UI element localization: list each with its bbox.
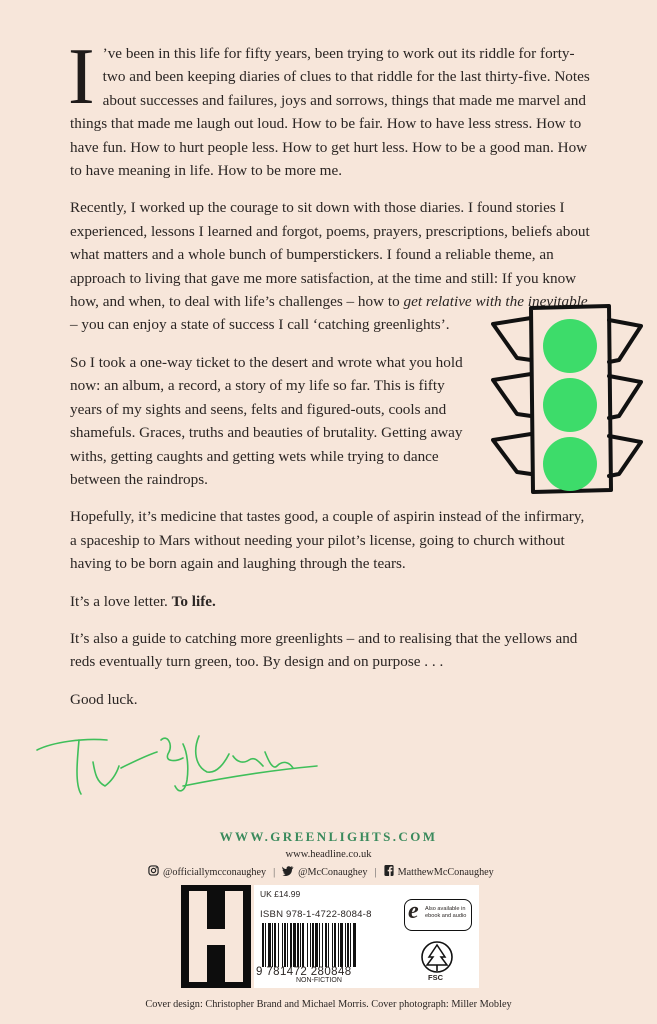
- barcode-bar: [334, 923, 336, 967]
- fsc-label: FSC: [428, 973, 443, 982]
- paragraph-4: Hopefully, it’s medicine that tastes good, a couple of aspirin instead of the infirmary, a spaceship to Mars without needing your pilot’s license, going to church without having to be born again and laughing through the tears.: [70, 508, 585, 573]
- divider: |: [374, 866, 377, 878]
- green-light-middle: [543, 378, 597, 432]
- ebook-badge-text: Also available in ebook and audio: [425, 906, 467, 919]
- barcode-panel: [254, 885, 479, 988]
- facebook-icon: [384, 865, 394, 879]
- barcode-bar: [287, 923, 288, 967]
- barcode-bar: [332, 923, 333, 967]
- paragraph-1: I ’ve been in this life for fifty years, been trying to work out its riddle for forty-two and been keeping diaries of clues to that riddle for the last thirty-five. Notes about successes and failures, joys and sorrows, things that made me marvel and things that made me laugh out loud. How to be fair. How to have less stress. How to have fun. How to hurt people less. How to get hurt less. How to be a good man. How to have meaning in life. How to be more me.: [68, 33, 590, 180]
- barcode-bar: [302, 923, 304, 967]
- barcode-bar: [315, 923, 318, 967]
- barcode-bar: [310, 923, 311, 967]
- barcode-bar: [347, 923, 349, 967]
- barcode-bar: [293, 923, 296, 967]
- facebook-handle[interactable]: MatthewMcConaughey: [397, 866, 494, 878]
- barcode-bar: [278, 923, 279, 967]
- paragraph-7: Good luck.: [70, 690, 138, 708]
- paragraph-2: Recently, I worked up the courage to sit down with those diaries. I found stories I experienced, lessons I learned and forgot, poems, prayers, prescriptions, beliefs about what matters and a whole bunch of bumperstickers. I found a reliable theme, an approach to living that gave me more satisfaction, at the time and still: If you know how, and when, to deal with life’s challenges – how to get relative with the inevitable – you can enjoy a state of success I call ‘catching greenlights’.: [70, 199, 590, 334]
- barcode-bar: [282, 923, 283, 967]
- barcode-bar: [265, 923, 266, 967]
- barcode-bars: [260, 923, 400, 967]
- barcode-bar: [272, 923, 273, 967]
- social-links: [148, 865, 518, 879]
- paragraph-3: So I took a one-way ticket to the desert and wrote what you hold now: an album, a record, a story of my life so far. This is fifty years of my sights and seens, felts and figured-outs, cools and shamefuls. Graces, truths and beauties of brutality. Getting away withs, getting caughts and getting wets while trying to dance between the raindrops.: [70, 353, 463, 488]
- italic-phrase: get relative with the inevitable: [403, 293, 588, 311]
- paragraph-5: It’s a love letter. To life.: [70, 592, 216, 610]
- ebook-e-icon: e: [408, 898, 419, 924]
- barcode-bar: [345, 923, 346, 967]
- barcode-digits: 9 781472 280848: [256, 966, 352, 978]
- twitter-icon: [282, 866, 294, 879]
- price-label: UK £14.99: [260, 889, 301, 899]
- barcode-bar: [268, 923, 271, 967]
- barcode-bar: [353, 923, 356, 967]
- headline-logo: [181, 885, 251, 988]
- twitter-handle[interactable]: @McConaughey: [298, 866, 368, 878]
- genre-label: NON-FICTION: [296, 977, 342, 984]
- barcode-bar: [284, 923, 286, 967]
- barcode-bar: [307, 923, 308, 967]
- instagram-handle[interactable]: @officiallymcconaughey: [163, 866, 267, 878]
- barcode-bar: [338, 923, 339, 967]
- drop-cap: I: [68, 33, 95, 121]
- barcode-bar: [350, 923, 351, 967]
- paragraph-6: It’s also a guide to catching more greenlights – and to realising that the yellows and reds eventually turn green, too. By design and on purpose . . .: [70, 629, 578, 671]
- barcode-bar: [262, 923, 264, 967]
- website-url[interactable]: WWW.GREENLIGHTS.COM: [219, 829, 438, 844]
- green-light-bottom: [543, 437, 597, 491]
- barcode-bar: [319, 923, 320, 967]
- barcode-bar: [290, 923, 292, 967]
- isbn-label: ISBN 978-1-4722-8084-8: [260, 909, 372, 920]
- instagram-icon: [148, 865, 159, 879]
- divider: |: [273, 866, 276, 878]
- barcode-bar: [312, 923, 314, 967]
- barcode-bar: [274, 923, 276, 967]
- signature: [33, 722, 323, 812]
- barcode-bar: [325, 923, 327, 967]
- publisher-url[interactable]: www.headline.co.uk: [285, 849, 372, 860]
- barcode-bar: [340, 923, 343, 967]
- cover-credits: Cover design: Christopher Brand and Michael Morris. Cover photograph: Miller Mobley: [145, 999, 512, 1010]
- traffic-light-illustration: [487, 298, 647, 498]
- barcode-bar: [297, 923, 299, 967]
- barcode-bar: [328, 923, 329, 967]
- green-light-top: [543, 319, 597, 373]
- barcode-bar: [322, 923, 323, 967]
- ebook-badge: [404, 899, 472, 931]
- bold-phrase: To life.: [171, 592, 216, 610]
- barcode-bar: [300, 923, 301, 967]
